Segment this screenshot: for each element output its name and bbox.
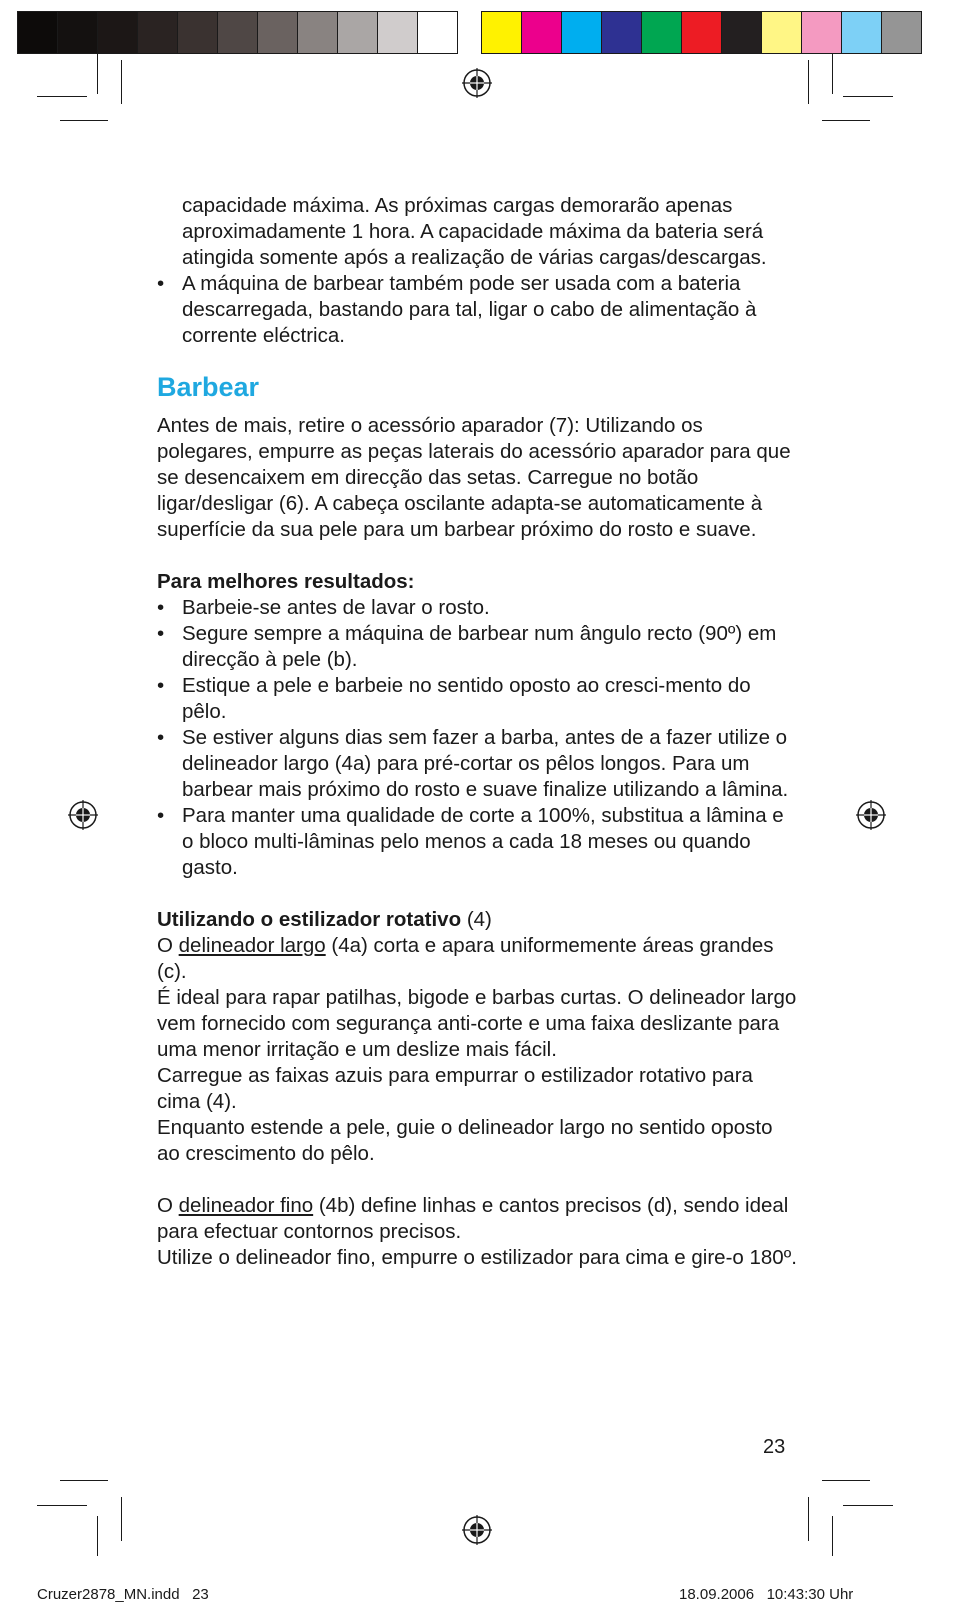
- color-swatch: [721, 11, 761, 54]
- bullet-marker: •: [157, 272, 165, 295]
- color-swatch: [297, 11, 337, 54]
- registration-mark-icon: [462, 1515, 492, 1545]
- list-item-text: Segure sempre a máquina de barbear num ângulo recto (90º) em direcção à pele (b).: [182, 622, 777, 671]
- crop-mark: [832, 1516, 833, 1556]
- color-swatch: [17, 11, 57, 54]
- list-item: [157, 595, 797, 621]
- list-item: [157, 803, 797, 881]
- registration-mark-icon: [68, 800, 98, 830]
- color-swatch: [841, 11, 881, 54]
- bullet-marker: •: [157, 674, 165, 697]
- wide-rest: (4a) corta e apara uniformemente áreas grandes (c).: [157, 934, 774, 983]
- section-intro-paragraph: Antes de mais, retire o acessório aparador (7): Utilizando os polegares, empurre as peças laterais do acessório aparador para que se desencaixem em direcção das setas. Carregue no botão ligar/desligar (6). A cabeça oscilante adapta-se automaticamente à superfície da sua pele para um barbear próximo do rosto e suave.: [157, 414, 791, 541]
- wide-trimmer-paragraph-3: Carregue as faixas azuis para empurrar o estilizador rotativo para cima (4).: [157, 1064, 753, 1113]
- fine-prefix: O: [157, 1194, 173, 1217]
- wide-trimmer-paragraph: [157, 933, 797, 985]
- color-swatch: [97, 11, 137, 54]
- fine-rest: (4b) define linhas e cantos precisos (d), sendo ideal para efectuar contornos precisos.: [157, 1194, 789, 1243]
- crop-mark: [843, 96, 893, 97]
- bullet-marker: •: [157, 726, 165, 749]
- color-swatch: [337, 11, 377, 54]
- wide-prefix: O: [157, 934, 173, 957]
- color-swatch: [257, 11, 297, 54]
- list-item-text: A máquina de barbear também pode ser usada com a bateria descarregada, bastando para tal, ligar o cabo de alimentação à corrente eléctrica.: [182, 272, 757, 347]
- crop-mark: [60, 120, 108, 121]
- fine-trimmer-term: delineador fino: [178, 1194, 314, 1217]
- list-item: [157, 271, 797, 349]
- registration-mark-icon: [856, 800, 886, 830]
- fine-trimmer-paragraph-2: Utilize o delineador fino, empurre o estilizador para cima e gire-o 180º.: [157, 1246, 797, 1269]
- crop-mark: [37, 1505, 87, 1506]
- crop-mark: [121, 1497, 122, 1541]
- color-swatch: [801, 11, 841, 54]
- best-results-title: Para melhores resultados:: [157, 570, 415, 593]
- crop-mark: [97, 1516, 98, 1556]
- crop-mark: [843, 1505, 893, 1506]
- color-swatch: [481, 11, 521, 54]
- bullet-marker: •: [157, 622, 165, 645]
- registration-mark-icon: [462, 68, 492, 98]
- styler-title: Utilizando o estilizador rotativo: [157, 908, 462, 931]
- color-swatch: [881, 11, 922, 54]
- color-swatch: [177, 11, 217, 54]
- list-item-text: Estique a pele e barbeie no sentido oposto ao cresci-mento do pêlo.: [182, 674, 751, 723]
- list-item-text: Barbeie-se antes de lavar o rosto.: [182, 596, 490, 619]
- crop-mark: [808, 60, 809, 104]
- crop-mark: [97, 54, 98, 94]
- list-item-text: Para manter uma qualidade de corte a 100%, substitua a lâmina e o bloco multi-lâminas pelo menos a cada 18 meses ou quando gasto.: [182, 804, 784, 879]
- best-results-list: [157, 595, 797, 881]
- list-item: [157, 673, 797, 725]
- bullet-marker: •: [157, 804, 165, 827]
- crop-mark: [822, 1480, 870, 1481]
- crop-mark: [808, 1497, 809, 1541]
- list-item: [157, 725, 797, 803]
- color-swatch: [641, 11, 681, 54]
- color-swatch: [417, 11, 458, 54]
- color-swatch: [137, 11, 177, 54]
- color-swatch: [681, 11, 721, 54]
- bullet-marker: •: [157, 596, 165, 619]
- crop-mark: [37, 96, 87, 97]
- color-swatch: [601, 11, 641, 54]
- wide-trimmer-paragraph-2: É ideal para rapar patilhas, bigode e barbas curtas. O delineador largo vem fornecido com segurança anti-corte e uma faixa deslizante para uma menor irritação e um deslize mais fácil.: [157, 986, 797, 1061]
- slug-file-name: Cruzer2878_MN.indd 23: [37, 1586, 209, 1603]
- crop-mark: [822, 120, 870, 121]
- fine-trimmer-paragraph: [157, 1193, 797, 1245]
- color-swatch: [521, 11, 561, 54]
- continuation-paragraph: capacidade máxima. As próximas cargas demorarão apenas aproximadamente 1 hora. A capacidade máxima da bateria será atingida somente após a realização de várias cargas/descargas.: [182, 194, 767, 269]
- color-swatch: [561, 11, 601, 54]
- crop-mark: [832, 54, 833, 94]
- gray-color-bar: [17, 11, 458, 54]
- crop-mark: [60, 1480, 108, 1481]
- section-heading: Barbear: [157, 372, 260, 402]
- wide-trimmer-paragraph-4: Enquanto estende a pele, guie o delineador largo no sentido oposto ao crescimento do pêlo.: [157, 1116, 773, 1165]
- slug-timestamp: 18.09.2006 10:43:30 Uhr: [679, 1586, 854, 1603]
- styler-title-line: [157, 907, 797, 933]
- crop-mark: [121, 60, 122, 104]
- color-swatch: [761, 11, 801, 54]
- page-number: 23: [763, 1436, 786, 1458]
- color-swatch: [377, 11, 417, 54]
- process-color-bar: [481, 11, 922, 54]
- styler-title-ref: (4): [466, 908, 492, 931]
- list-item: [157, 621, 797, 673]
- page-body: [157, 193, 797, 1271]
- color-swatch: [57, 11, 97, 54]
- color-swatch: [217, 11, 257, 54]
- wide-trimmer-term: delineador largo: [178, 934, 326, 957]
- list-item-text: Se estiver alguns dias sem fazer a barba, antes de a fazer utilize o delineador largo (4a) para pré-cortar os pêlos longos. Para um barbear mais próximo do rosto e suave finalize utilizando a lâmina.: [182, 726, 789, 801]
